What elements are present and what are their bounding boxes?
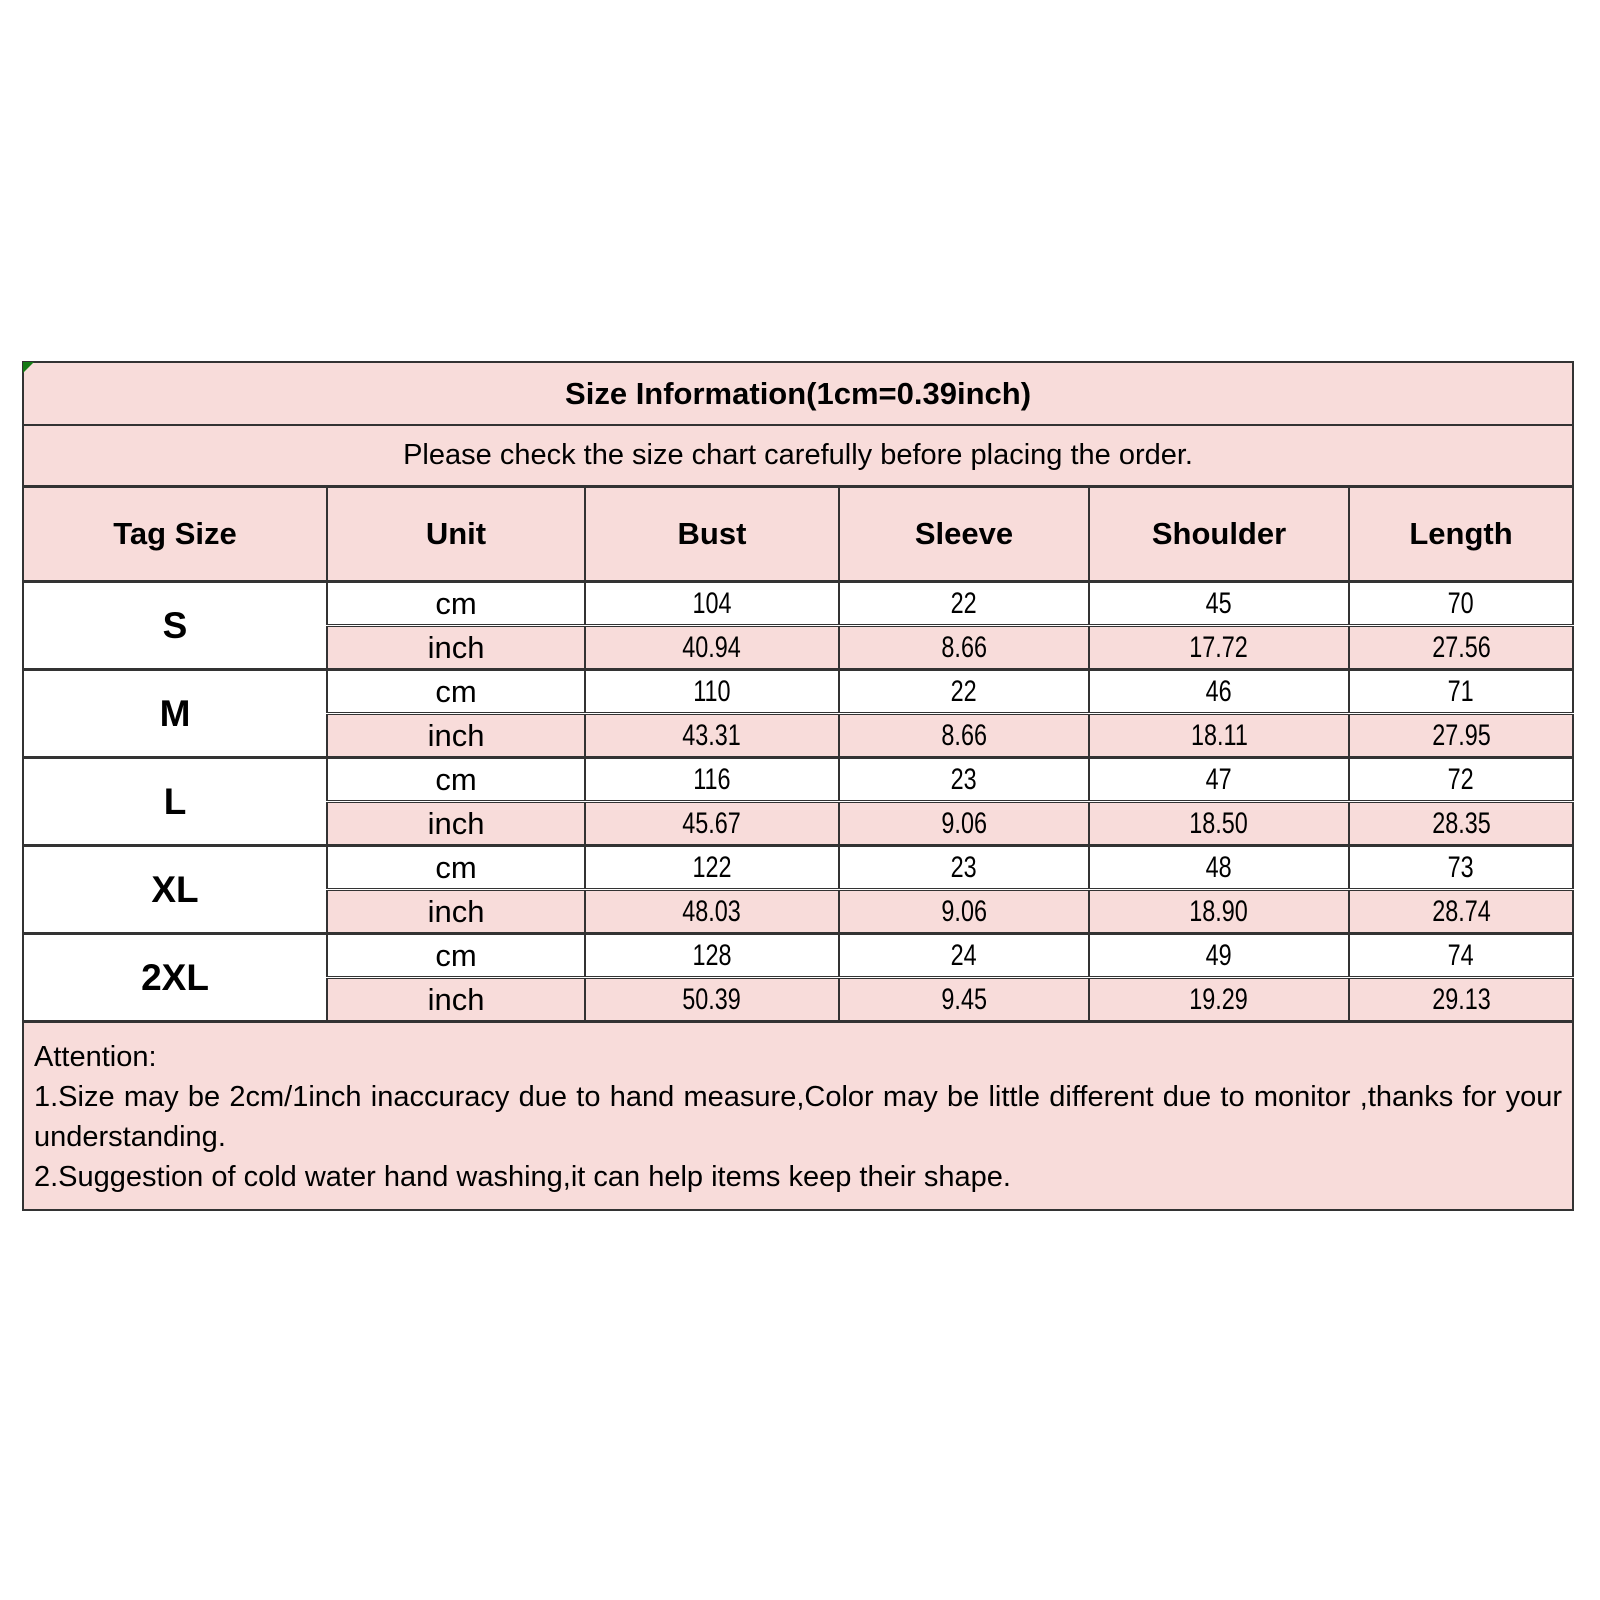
value-length: 29.13 xyxy=(1349,978,1573,1022)
value-length: 72 xyxy=(1349,758,1573,802)
corner-marker-icon xyxy=(23,362,34,373)
value-length: 27.56 xyxy=(1349,626,1573,670)
unit-cell-inch: inch xyxy=(327,978,585,1022)
value-sleeve: 8.66 xyxy=(839,626,1089,670)
table-row xyxy=(23,846,1573,890)
value-length: 70 xyxy=(1349,582,1573,626)
size-table xyxy=(22,361,1574,1211)
value-sleeve: 9.45 xyxy=(839,978,1089,1022)
value-shoulder: 45 xyxy=(1089,582,1349,626)
value-sleeve: 8.66 xyxy=(839,714,1089,758)
value-length: 27.95 xyxy=(1349,714,1573,758)
value-shoulder: 47 xyxy=(1089,758,1349,802)
value-bust: 128 xyxy=(585,934,839,978)
unit-cell-inch: inch xyxy=(327,890,585,934)
attention-heading: Attention: xyxy=(34,1041,157,1073)
value-length: 73 xyxy=(1349,846,1573,890)
value-bust: 50.39 xyxy=(585,978,839,1022)
header-sleeve: Sleeve xyxy=(839,487,1089,582)
attention-note-2: 2.Suggestion of cold water hand washing,it can help items keep their shape. xyxy=(34,1161,1011,1193)
value-length: 28.74 xyxy=(1349,890,1573,934)
table-row xyxy=(23,758,1573,802)
header-bust: Bust xyxy=(585,487,839,582)
value-shoulder: 18.11 xyxy=(1089,714,1349,758)
value-sleeve: 22 xyxy=(839,670,1089,714)
value-sleeve: 24 xyxy=(839,934,1089,978)
value-shoulder: 46 xyxy=(1089,670,1349,714)
value-bust: 40.94 xyxy=(585,626,839,670)
value-bust: 43.31 xyxy=(585,714,839,758)
table-title: Size Information(1cm=0.39inch) xyxy=(23,362,1573,425)
value-sleeve: 9.06 xyxy=(839,802,1089,846)
tag-size-cell: L xyxy=(23,758,327,846)
value-bust: 110 xyxy=(585,670,839,714)
value-sleeve: 23 xyxy=(839,758,1089,802)
attention-section xyxy=(23,1022,1573,1211)
value-length: 74 xyxy=(1349,934,1573,978)
subtitle-row xyxy=(23,425,1573,487)
tag-size-cell: 2XL xyxy=(23,934,327,1022)
value-bust: 45.67 xyxy=(585,802,839,846)
value-sleeve: 9.06 xyxy=(839,890,1089,934)
header-unit: Unit xyxy=(327,487,585,582)
unit-cell-inch: inch xyxy=(327,626,585,670)
unit-cell-cm: cm xyxy=(327,758,585,802)
tag-size-cell: M xyxy=(23,670,327,758)
value-shoulder: 48 xyxy=(1089,846,1349,890)
value-bust: 104 xyxy=(585,582,839,626)
tag-size-cell: XL xyxy=(23,846,327,934)
value-sleeve: 22 xyxy=(839,582,1089,626)
unit-cell-cm: cm xyxy=(327,670,585,714)
table-row xyxy=(23,582,1573,626)
value-shoulder: 18.90 xyxy=(1089,890,1349,934)
table-row xyxy=(23,670,1573,714)
unit-cell-cm: cm xyxy=(327,846,585,890)
value-shoulder: 49 xyxy=(1089,934,1349,978)
unit-cell-inch: inch xyxy=(327,714,585,758)
unit-cell-cm: cm xyxy=(327,934,585,978)
unit-cell-inch: inch xyxy=(327,802,585,846)
value-length: 71 xyxy=(1349,670,1573,714)
table-subtitle: Please check the size chart carefully before placing the order. xyxy=(23,425,1573,487)
value-shoulder: 19.29 xyxy=(1089,978,1349,1022)
header-shoulder: Shoulder xyxy=(1089,487,1349,582)
title-row xyxy=(23,362,1573,425)
value-shoulder: 18.50 xyxy=(1089,802,1349,846)
tag-size-cell: S xyxy=(23,582,327,670)
value-sleeve: 23 xyxy=(839,846,1089,890)
column-header-row xyxy=(23,487,1573,582)
value-bust: 48.03 xyxy=(585,890,839,934)
attention-note-1: 1.Size may be 2cm/1inch inaccuracy due to hand measure,Color may be little different due to monitor ,thanks for your understanding. xyxy=(34,1081,1563,1153)
header-length: Length xyxy=(1349,487,1573,582)
header-tag-size: Tag Size xyxy=(23,487,327,582)
unit-cell-cm: cm xyxy=(327,582,585,626)
table-row xyxy=(23,934,1573,978)
value-bust: 122 xyxy=(585,846,839,890)
value-bust: 116 xyxy=(585,758,839,802)
value-shoulder: 17.72 xyxy=(1089,626,1349,670)
value-length: 28.35 xyxy=(1349,802,1573,846)
